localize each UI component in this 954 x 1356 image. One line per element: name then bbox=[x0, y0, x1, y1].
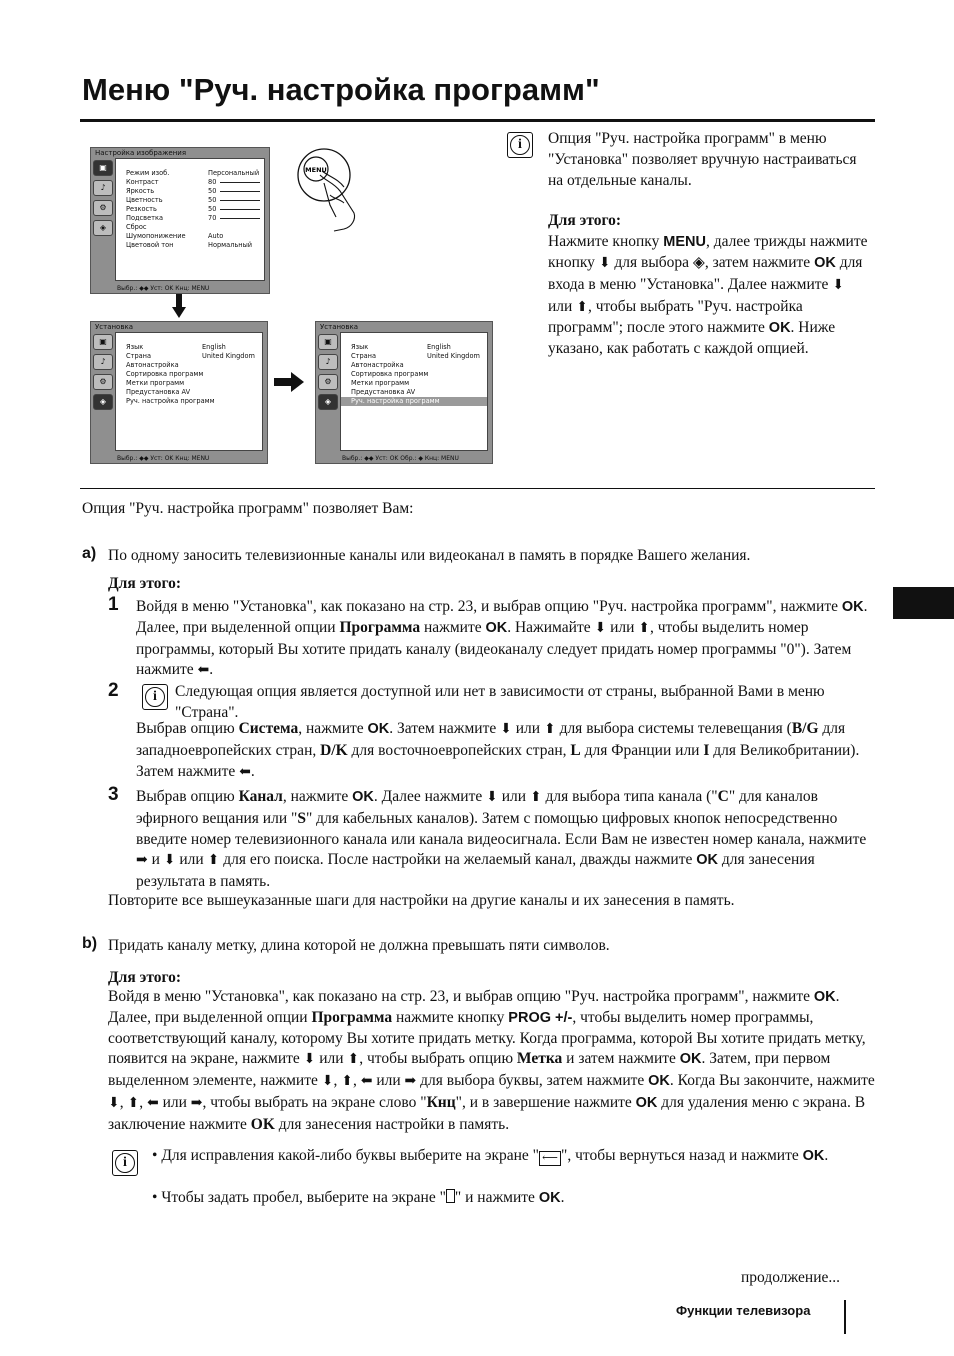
menu-row[interactable] bbox=[341, 388, 487, 397]
remote-menu-button-illustration bbox=[290, 147, 366, 237]
menu-panel bbox=[115, 158, 265, 281]
picture-menu-icon: ▣ bbox=[93, 334, 113, 350]
menu-row-value: United Kingdom bbox=[202, 352, 255, 360]
down-arrow-icon: ⬇ bbox=[321, 1074, 334, 1090]
menu-row-label: Страна bbox=[126, 352, 152, 360]
picture-menu-icon: ▣ bbox=[318, 334, 338, 350]
menu-row-label: Язык bbox=[126, 343, 144, 351]
features-menu-icon: ⚙ bbox=[93, 374, 113, 390]
screen-title: Установка bbox=[95, 323, 133, 331]
page-title: Меню "Руч. настройка программ" bbox=[82, 72, 600, 107]
right-arrow-icon: ➡ bbox=[136, 853, 148, 869]
level-slider bbox=[220, 182, 260, 183]
info-icon: i bbox=[507, 132, 533, 158]
menu-row[interactable] bbox=[116, 379, 262, 388]
down-arrow-icon bbox=[172, 294, 186, 318]
menu-row[interactable] bbox=[116, 232, 264, 241]
menu-row-label: Автонастройка bbox=[126, 361, 179, 369]
screen-title: Установка bbox=[320, 323, 358, 331]
menu-row-label: Сортировка программ bbox=[126, 370, 204, 378]
menu-row-label: Страна bbox=[351, 352, 377, 360]
menu-row-value: Персональный bbox=[208, 169, 260, 177]
intro-instructions: Нажмите кнопку MENU, далее трижды нажмите кнопку ⬇ для выбора ◈, затем нажмите OK для входа в меню "Установка". Далее нажмите ⬇ или ⬆, чтобы выбрать "Руч. настройка программ"; после этого нажмите OK. Ниже указано, как работать с каждой опцией. bbox=[548, 233, 868, 358]
section-a-marker: a) bbox=[82, 545, 97, 562]
up-arrow-icon: ⬆ bbox=[341, 1074, 353, 1090]
menu-row[interactable] bbox=[116, 169, 264, 178]
screen-footer: Выбр.: ◆◆ Уст: OK Обр.: ◆ Кнц: MENU bbox=[342, 455, 459, 462]
left-arrow-icon: ⬅ bbox=[146, 1095, 159, 1111]
menu-row-label: Предустановка AV bbox=[126, 388, 191, 396]
sound-menu-icon: ♪ bbox=[318, 354, 338, 370]
menu-row[interactable] bbox=[341, 379, 487, 388]
footer-section-title: Функции телевизора bbox=[676, 1303, 811, 1318]
setup-icon: ◈ bbox=[692, 253, 705, 271]
left-arrow-icon: ⬅ bbox=[197, 663, 210, 679]
info-icon: i bbox=[142, 684, 168, 710]
step-1-text: Войдя в меню "Установка", как показано на стр. 23, и выбрав опцию "Руч. настройка программ", нажмите OK. Далее, при выделенной опции Программа нажмите OK. Нажимайте ⬇ или ⬆, чтобы выделить номер программы, который Вы хотите придать каналу (видеоканалу следует придать номер программы "0"). Затем нажмите ⬅. bbox=[136, 598, 868, 679]
setup-menu-screen bbox=[90, 321, 268, 464]
level-slider bbox=[220, 200, 260, 201]
section-b-instructions: Войдя в меню "Установка", как показано на стр. 23, и выбрав опцию "Руч. настройка программ", нажмите OK. Далее, при выделенной опции Программа нажмите кнопку PROG +/-, чтобы выделить номер программы, соответствующий каналу, которому Вы хотите придать метку. Когда программа, которой Вы хотите придать метку, появится на экране, нажмите ⬇ или ⬆, чтобы выбрать опцию Метка и затем нажмите OK. Затем, при первом выделенном элементе, нажмите ⬇, ⬆, ⬅ или ➡ для выбора буквы, затем нажмите OK. Когда Вы закончите, нажмите ⬇, ⬆, ⬅ или ➡, чтобы выбрать на экране слово "Кнц", и в завершение нажмите OK для удаления меню с экрана. В заключение нажмите OK для занесения настройки в память. bbox=[108, 988, 875, 1133]
down-arrow-icon: ⬇ bbox=[500, 722, 512, 737]
menu-row-label: Режим изоб. bbox=[126, 169, 170, 177]
section-b-text: Придать каналу метку, длина которой не должна превышать пяти символов. bbox=[108, 937, 610, 954]
repeat-text: Повторите все вышеуказанные шаги для настройки на другие каналы и их занесения в память. bbox=[108, 892, 735, 909]
menu-row-value: 50 bbox=[208, 205, 217, 213]
down-arrow-icon: ⬇ bbox=[598, 255, 611, 271]
space-icon bbox=[446, 1189, 455, 1203]
down-arrow-icon: ⬇ bbox=[163, 853, 176, 869]
menu-row-value: 50 bbox=[208, 196, 217, 204]
features-menu-icon: ⚙ bbox=[318, 374, 338, 390]
up-arrow-icon: ⬆ bbox=[576, 299, 588, 315]
footer-rule bbox=[844, 1300, 846, 1334]
menu-row-value: English bbox=[427, 343, 451, 351]
up-arrow-icon: ⬆ bbox=[638, 620, 651, 636]
section-b-marker: b) bbox=[82, 935, 98, 952]
menu-row-value: 70 bbox=[208, 214, 217, 222]
section-divider bbox=[80, 488, 875, 489]
menu-row-label: Руч. настройка программ bbox=[351, 397, 440, 405]
left-arrow-icon: ⬅ bbox=[239, 764, 251, 780]
continued-text: продолжение... bbox=[741, 1269, 840, 1286]
menu-row-label: Яркость bbox=[126, 187, 155, 195]
up-arrow-icon: ⬆ bbox=[347, 1052, 360, 1068]
how-label: Для этого: bbox=[108, 969, 182, 986]
sound-menu-icon: ♪ bbox=[93, 354, 113, 370]
menu-row[interactable] bbox=[116, 352, 262, 361]
menu-row[interactable] bbox=[116, 214, 264, 223]
screen-footer: Выбр.: ◆◆ Уст: OK Кнц: MENU bbox=[117, 285, 210, 292]
up-arrow-icon: ⬆ bbox=[207, 853, 220, 869]
screen-title: Настройка изображения bbox=[95, 149, 187, 157]
backspace-icon: ⟵ bbox=[539, 1151, 561, 1166]
right-arrow-icon: ➡ bbox=[404, 1074, 417, 1090]
how-label: Для этого: bbox=[548, 212, 622, 230]
note-space: • Чтобы задать пробел, выберите на экране " " и нажмите OK. bbox=[152, 1189, 565, 1206]
step-3-text: Выбрав опцию Канал, нажмите OK. Далее нажмите ⬇ или ⬆ для выбора типа канала ("C" для каналов эфирного вещания или "S" для кабельных каналов). Затем с помощью цифровых кнопок непосредственно введите номер телевизионного канала или канала видеосигнала. Если Вам не известен номер канала, нажмите ➡ и ⬇ или ⬆ для его поиска. После настройки на желаемый канал, дважды нажмите OK для занесения результата в память. bbox=[136, 788, 867, 891]
menu-row[interactable] bbox=[341, 370, 487, 379]
step-3-number: 3 bbox=[108, 784, 119, 805]
down-arrow-icon: ⬇ bbox=[486, 790, 498, 805]
menu-row[interactable] bbox=[341, 361, 487, 370]
level-slider bbox=[220, 191, 260, 192]
section-tab-marker bbox=[893, 587, 954, 619]
features-menu-icon: ⚙ bbox=[93, 200, 113, 216]
menu-row[interactable] bbox=[116, 223, 264, 232]
menu-row-label: Язык bbox=[351, 343, 369, 351]
menu-row[interactable] bbox=[116, 361, 262, 370]
right-arrow-icon: ➡ bbox=[190, 1095, 203, 1111]
info-icon: i bbox=[112, 1150, 138, 1176]
menu-row-label: Цветовой тон bbox=[126, 241, 174, 249]
how-label: Для этого: bbox=[108, 575, 182, 592]
down-arrow-icon: ⬇ bbox=[832, 277, 845, 293]
level-slider bbox=[220, 209, 260, 210]
menu-row-value: 80 bbox=[208, 178, 217, 186]
title-rule bbox=[80, 119, 875, 122]
left-arrow-icon: ⬅ bbox=[360, 1074, 373, 1090]
menu-row[interactable] bbox=[341, 343, 487, 352]
menu-row-label: Руч. настройка программ bbox=[126, 397, 215, 405]
menu-row[interactable] bbox=[116, 343, 262, 352]
menu-row[interactable] bbox=[116, 370, 262, 379]
menu-icon-rail bbox=[93, 334, 113, 414]
up-arrow-icon: ⬆ bbox=[127, 1095, 140, 1111]
down-arrow-icon: ⬇ bbox=[594, 620, 607, 636]
menu-row-label: Сброс bbox=[126, 223, 147, 231]
menu-row-value: 50 bbox=[208, 187, 217, 195]
menu-panel bbox=[340, 332, 488, 451]
menu-row-value: Нормальный bbox=[208, 241, 253, 249]
note-correct-letter: • Для исправления какой-либо буквы выберите на экране " ⟵ ", чтобы вернуться назад и нажмите OK. bbox=[152, 1147, 829, 1164]
menu-row-value: United Kingdom bbox=[427, 352, 480, 360]
setup-menu-icon: ◈ bbox=[93, 220, 113, 236]
allows-text: Опция "Руч. настройка программ" позволяет Вам: bbox=[82, 500, 414, 517]
step-2-number: 2 bbox=[108, 680, 119, 701]
intro-paragraph: Опция "Руч. настройка программ" в меню "Установка" позволяет вручную настраиваться на отдельные каналы. bbox=[548, 130, 857, 189]
level-slider bbox=[220, 218, 260, 219]
menu-row-label: Контраст bbox=[126, 178, 159, 186]
menu-row-label: Резкость bbox=[126, 205, 157, 213]
screen-footer: Выбр.: ◆◆ Уст: OK Кнц: MENU bbox=[117, 455, 210, 462]
menu-row[interactable] bbox=[116, 196, 264, 205]
intro-text bbox=[548, 129, 868, 360]
menu-panel bbox=[115, 332, 263, 451]
down-arrow-icon: ⬇ bbox=[108, 1095, 120, 1111]
remote-menu-label: MENU bbox=[305, 166, 327, 174]
menu-row[interactable] bbox=[116, 388, 262, 397]
step-2-text: Выбрав опцию Система, нажмите OK. Затем нажмите ⬇ или ⬆ для выбора системы телевещания (B/G для западноевропейских стран, D/K для восточноевропейских стран, L для Франции или I для Великобритании). Затем нажмите ⬅. bbox=[136, 720, 860, 780]
up-arrow-icon: ⬆ bbox=[543, 722, 556, 737]
picture-settings-screen bbox=[90, 147, 270, 294]
menu-row-label: Цветность bbox=[126, 196, 163, 204]
picture-menu-icon: ▣ bbox=[93, 160, 113, 176]
menu-row[interactable] bbox=[116, 241, 264, 250]
menu-row-label: Метки программ bbox=[126, 379, 185, 387]
menu-row-label: Подсветка bbox=[126, 214, 163, 222]
right-arrow-icon bbox=[274, 372, 304, 392]
setup-menu-icon: ◈ bbox=[318, 394, 338, 410]
menu-row[interactable] bbox=[116, 178, 264, 187]
menu-row[interactable] bbox=[116, 187, 264, 196]
menu-row[interactable] bbox=[341, 397, 487, 406]
menu-icon-rail bbox=[93, 160, 113, 240]
menu-row[interactable] bbox=[341, 352, 487, 361]
sound-menu-icon: ♪ bbox=[93, 180, 113, 196]
section-a-text: По одному заносить телевизионные каналы или видеоканал в память в порядке Вашего желания. bbox=[108, 547, 751, 564]
menu-row-label: Предустановка AV bbox=[351, 388, 416, 396]
menu-row-value: Auto bbox=[208, 232, 224, 240]
menu-row[interactable] bbox=[116, 397, 262, 406]
step-1-number: 1 bbox=[108, 594, 119, 615]
menu-row-value: English bbox=[202, 343, 226, 351]
menu-row-label: Автонастройка bbox=[351, 361, 404, 369]
down-arrow-icon: ⬇ bbox=[303, 1052, 316, 1068]
step-2-note: Следующая опция является доступной или нет в зависимости от страны, выбранной Вами в меню "Страна". bbox=[175, 683, 825, 721]
menu-row-label: Шумопонижение bbox=[126, 232, 186, 240]
menu-row[interactable] bbox=[116, 205, 264, 214]
setup-menu-icon: ◈ bbox=[93, 394, 113, 410]
up-arrow-icon: ⬆ bbox=[529, 790, 542, 805]
setup-menu-selected-screen bbox=[315, 321, 493, 464]
menu-icon-rail bbox=[318, 334, 338, 414]
menu-row-label: Сортировка программ bbox=[351, 370, 429, 378]
menu-row-label: Метки программ bbox=[351, 379, 410, 387]
